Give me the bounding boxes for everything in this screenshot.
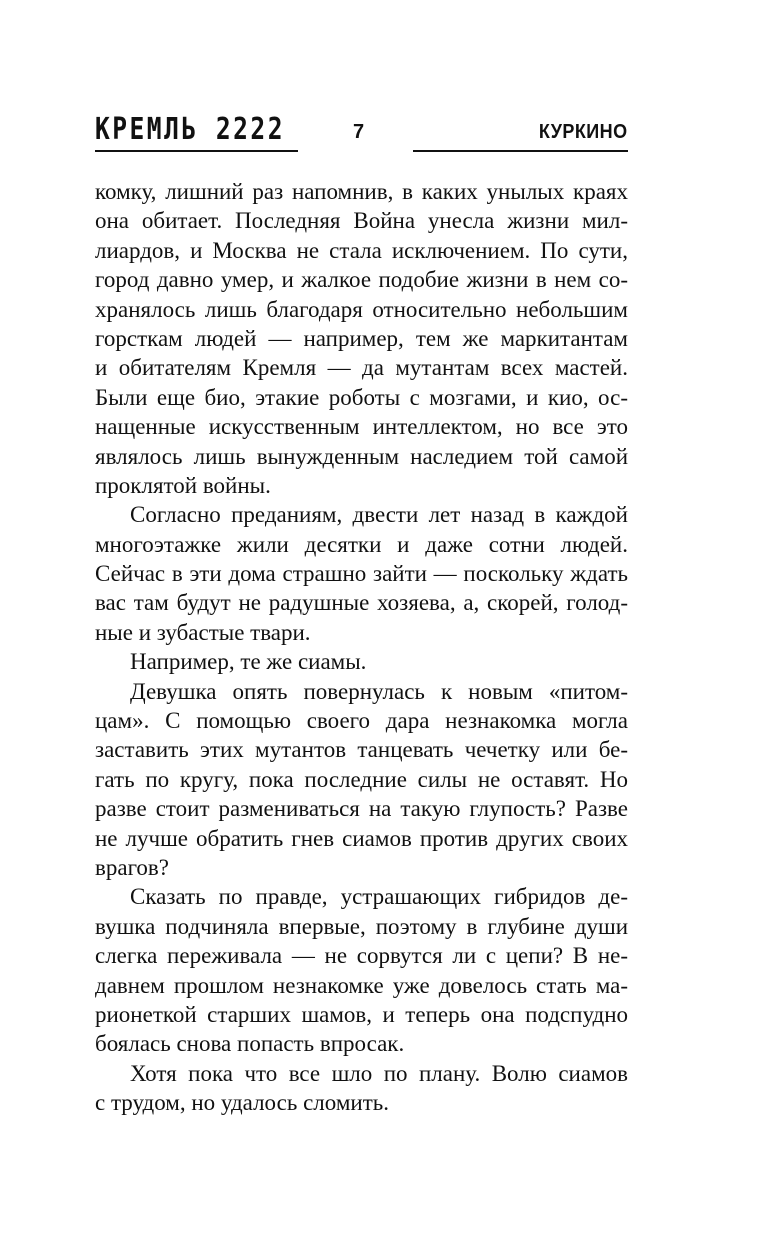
text-line: многоэтажке жили десятки и даже сотни людей.	[95, 531, 628, 557]
text-line: заставить этих мутантов танцевать чечетку или бе-	[95, 737, 628, 763]
body-text	[95, 177, 628, 1118]
text-line: боялась снова попасть впросак.	[95, 1031, 405, 1057]
text-line: горсткам людей — например, тем же маркитантам	[95, 325, 628, 351]
text-line: хранялось лишь благодаря относительно небольшим	[95, 296, 628, 322]
text-line: рионеткой старших шамов, и теперь она подспудно	[95, 1001, 628, 1027]
text-line: слегка переживала — не сорвутся ли с цепи? В не-	[95, 943, 628, 969]
text-line: разве стоит размениваться на такую глупость? Разве	[95, 796, 628, 822]
text-line: город давно умер, и жалкое подобие жизни в нем со-	[95, 267, 628, 293]
text-line: Девушка опять повернулась к новым «питом-	[130, 678, 628, 704]
text-line: вушка подчиняла впервые, поэтому в глубине души	[95, 913, 628, 939]
text-line: и обитателям Кремля — да мутантам всех мастей.	[95, 355, 628, 381]
text-line: давнем прошлом незнакомке уже довелось стать ма-	[95, 972, 628, 998]
running-header	[95, 112, 628, 156]
text-line: с трудом, но удалось сломить.	[95, 1090, 389, 1116]
text-line: Сказать по правде, устрашающих гибридов де-	[130, 884, 628, 910]
chapter-title: КУРКИНО	[539, 121, 628, 143]
text-line: Согласно преданиям, двести лет назад в каждой	[130, 502, 628, 528]
header-rule-right	[413, 150, 628, 152]
header-rule-left	[95, 150, 298, 152]
text-line: являлось лишь вынужденным наследием той самой	[95, 443, 628, 469]
text-line: нащенные искусственным интеллектом, но все это	[95, 414, 628, 440]
text-line: проклятой войны.	[95, 472, 271, 498]
text-line: ные и зубастые твари.	[95, 619, 311, 645]
text-line: вас там будут не радушные хозяева, а, скорей, голод-	[95, 590, 628, 616]
text-line: комку, лишний раз напомнив, в каких унылых краях	[95, 179, 628, 204]
text-line: она обитает. Последняя Война унесла жизни мил-	[95, 208, 628, 234]
text-line: лиардов, и Москва не стала исключением. По сути,	[95, 237, 628, 263]
text-line: цам». С помощью своего дара незнакомка могла	[95, 708, 628, 734]
text-line: Сейчас в эти дома страшно зайти — поскольку ждать	[95, 561, 628, 587]
text-line: Хотя пока что все шло по плану. Волю сиамов	[130, 1060, 628, 1086]
text-line: врагов?	[95, 854, 169, 880]
page-number: 7	[353, 121, 365, 143]
text-line: Например, те же сиамы.	[130, 649, 367, 675]
series-title: КРЕМЛЬ 2222	[95, 112, 285, 147]
text-line: Были еще био, этакие роботы с мозгами, и кио, ос-	[95, 384, 628, 410]
text-line: не лучше обратить гнев сиамов против других своих	[95, 825, 628, 851]
text-line: гать по кругу, пока последние силы не оставят. Но	[95, 766, 628, 792]
